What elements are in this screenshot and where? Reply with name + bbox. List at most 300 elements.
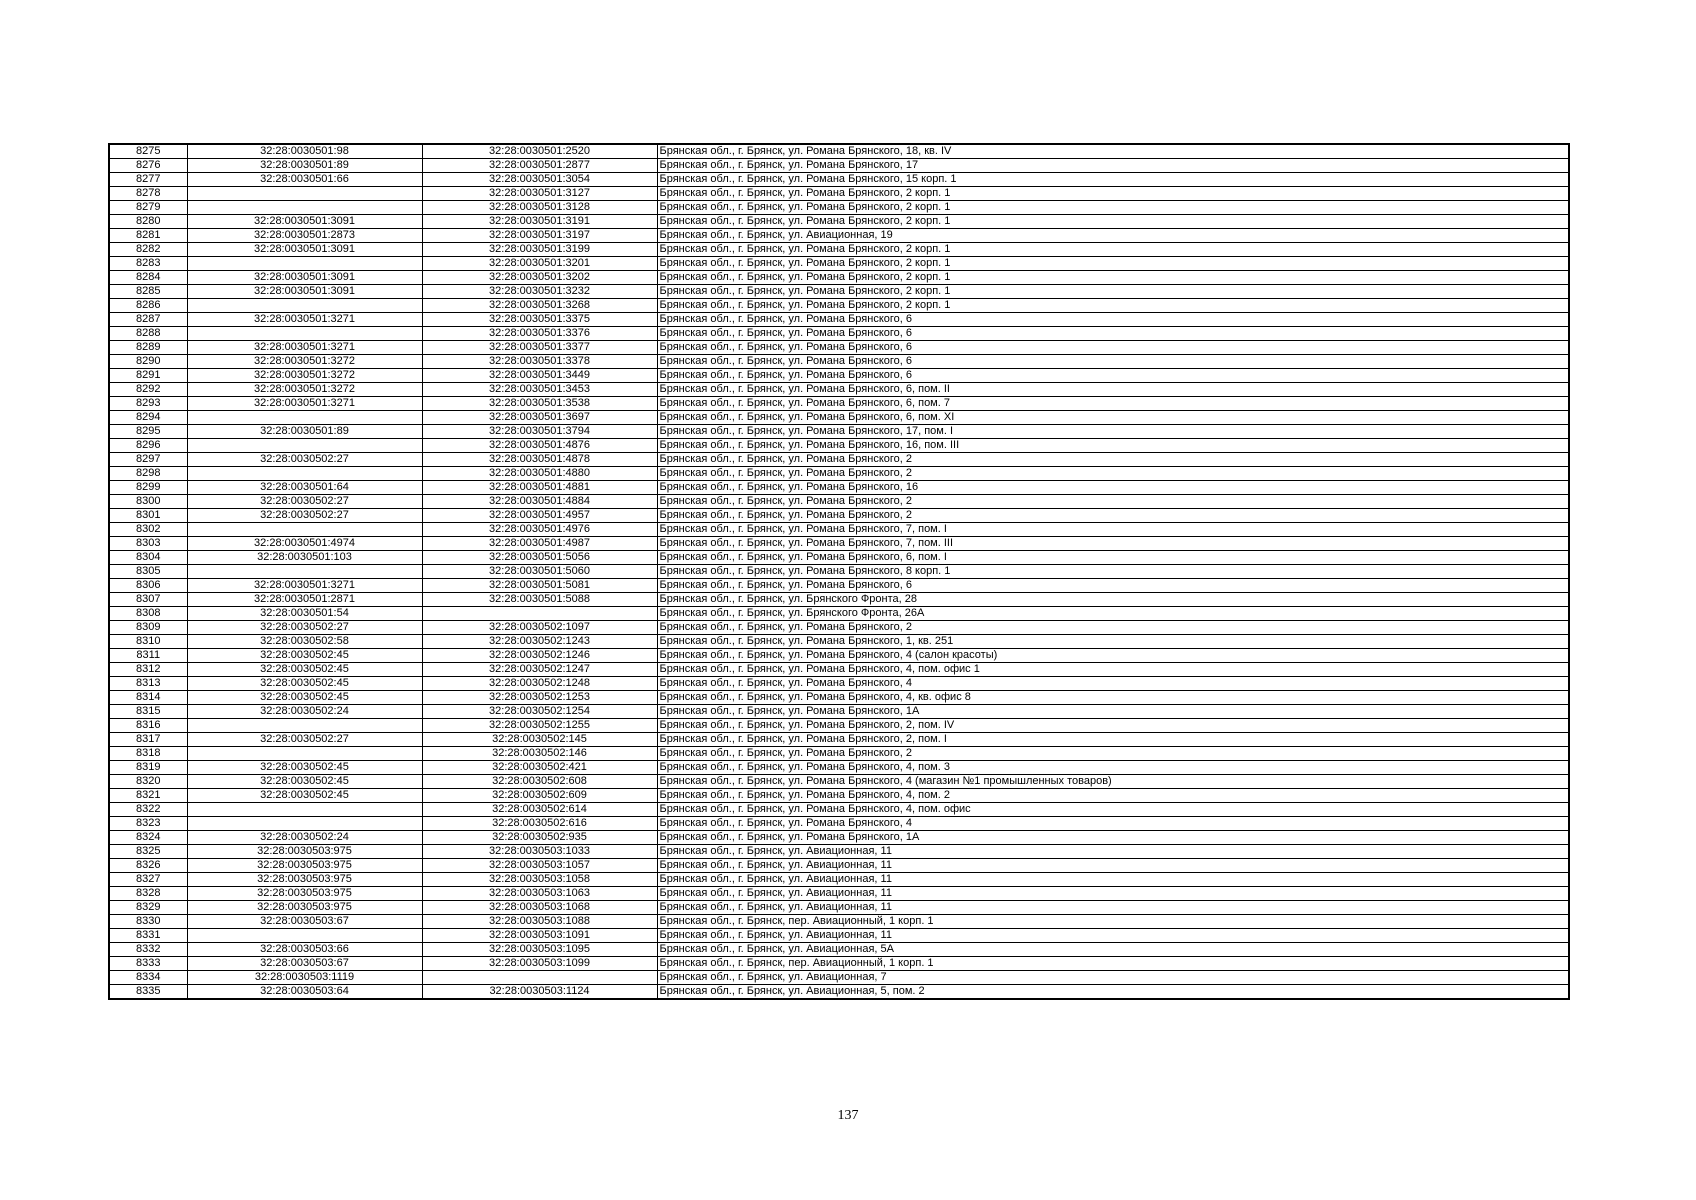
- table-row: [109, 719, 1569, 733]
- address-cell: Брянская обл., г. Брянск, ул. Романа Брянского, 4: [657, 817, 1569, 831]
- object-cadastral-number-cell: 32:28:0030503:1068: [422, 901, 657, 915]
- row-number-cell: 8294: [109, 411, 187, 425]
- land-cadastral-number-cell: 32:28:0030502:27: [187, 495, 422, 509]
- table-row: [109, 789, 1569, 803]
- address-cell: Брянская обл., г. Брянск, ул. Романа Брянского, 2 корп. 1: [657, 215, 1569, 229]
- address-cell: Брянская обл., г. Брянск, ул. Романа Брянского, 2 корп. 1: [657, 299, 1569, 313]
- table-row: [109, 915, 1569, 929]
- object-cadastral-number-cell: 32:28:0030501:4881: [422, 481, 657, 495]
- land-cadastral-number-cell: 32:28:0030501:3091: [187, 285, 422, 299]
- row-number-cell: 8278: [109, 187, 187, 201]
- row-number-cell: 8300: [109, 495, 187, 509]
- row-number-cell: 8330: [109, 915, 187, 929]
- table-row: [109, 144, 1569, 159]
- table-row: [109, 845, 1569, 859]
- object-cadastral-number-cell: 32:28:0030503:1095: [422, 943, 657, 957]
- object-cadastral-number-cell: 32:28:0030501:5056: [422, 551, 657, 565]
- address-cell: Брянская обл., г. Брянск, ул. Романа Брянского, 4 (салон красоты): [657, 649, 1569, 663]
- land-cadastral-number-cell: 32:28:0030501:4974: [187, 537, 422, 551]
- registry-table-body: [109, 144, 1569, 999]
- land-cadastral-number-cell: [187, 803, 422, 817]
- address-cell: Брянская обл., г. Брянск, ул. Авиационная, 11: [657, 873, 1569, 887]
- object-cadastral-number-cell: 32:28:0030503:1099: [422, 957, 657, 971]
- row-number-cell: 8325: [109, 845, 187, 859]
- land-cadastral-number-cell: [187, 467, 422, 481]
- address-cell: Брянская обл., г. Брянск, ул. Романа Брянского, 1А: [657, 831, 1569, 845]
- table-row: [109, 803, 1569, 817]
- row-number-cell: 8298: [109, 467, 187, 481]
- object-cadastral-number-cell: 32:28:0030501:3377: [422, 341, 657, 355]
- land-cadastral-number-cell: 32:28:0030503:67: [187, 915, 422, 929]
- row-number-cell: 8328: [109, 887, 187, 901]
- address-cell: Брянская обл., г. Брянск, ул. Романа Брянского, 16: [657, 481, 1569, 495]
- object-cadastral-number-cell: 32:28:0030501:5081: [422, 579, 657, 593]
- object-cadastral-number-cell: 32:28:0030503:1063: [422, 887, 657, 901]
- row-number-cell: 8322: [109, 803, 187, 817]
- land-cadastral-number-cell: [187, 257, 422, 271]
- address-cell: Брянская обл., г. Брянск, ул. Романа Брянского, 2, пом. I: [657, 733, 1569, 747]
- table-row: [109, 677, 1569, 691]
- address-cell: Брянская обл., г. Брянск, ул. Романа Брянского, 18, кв. IV: [657, 144, 1569, 159]
- land-cadastral-number-cell: 32:28:0030501:54: [187, 607, 422, 621]
- table-row: [109, 201, 1569, 215]
- address-cell: Брянская обл., г. Брянск, ул. Романа Брянского, 6: [657, 369, 1569, 383]
- object-cadastral-number-cell: 32:28:0030501:3128: [422, 201, 657, 215]
- table-row: [109, 523, 1569, 537]
- object-cadastral-number-cell: 32:28:0030501:2877: [422, 159, 657, 173]
- object-cadastral-number-cell: 32:28:0030501:3127: [422, 187, 657, 201]
- table-row: [109, 901, 1569, 915]
- address-cell: Брянская обл., г. Брянск, ул. Авиационная, 11: [657, 845, 1569, 859]
- table-row: [109, 663, 1569, 677]
- land-cadastral-number-cell: 32:28:0030501:3091: [187, 215, 422, 229]
- object-cadastral-number-cell: 32:28:0030501:4884: [422, 495, 657, 509]
- object-cadastral-number-cell: 32:28:0030502:608: [422, 775, 657, 789]
- land-cadastral-number-cell: 32:28:0030501:64: [187, 481, 422, 495]
- table-row: [109, 411, 1569, 425]
- address-cell: Брянская обл., г. Брянск, пер. Авиационный, 1 корп. 1: [657, 915, 1569, 929]
- address-cell: Брянская обл., г. Брянск, ул. Романа Брянского, 4, пом. офис 1: [657, 663, 1569, 677]
- land-cadastral-number-cell: [187, 719, 422, 733]
- object-cadastral-number-cell: 32:28:0030503:1058: [422, 873, 657, 887]
- row-number-cell: 8313: [109, 677, 187, 691]
- object-cadastral-number-cell: 32:28:0030503:1124: [422, 985, 657, 1000]
- object-cadastral-number-cell: 32:28:0030502:614: [422, 803, 657, 817]
- row-number-cell: 8319: [109, 761, 187, 775]
- row-number-cell: 8310: [109, 635, 187, 649]
- object-cadastral-number-cell: 32:28:0030501:3054: [422, 173, 657, 187]
- object-cadastral-number-cell: 32:28:0030502:146: [422, 747, 657, 761]
- row-number-cell: 8308: [109, 607, 187, 621]
- row-number-cell: 8275: [109, 144, 187, 159]
- land-cadastral-number-cell: [187, 817, 422, 831]
- object-cadastral-number-cell: 32:28:0030502:1254: [422, 705, 657, 719]
- land-cadastral-number-cell: [187, 327, 422, 341]
- table-row: [109, 943, 1569, 957]
- address-cell: Брянская обл., г. Брянск, пер. Авиационный, 1 корп. 1: [657, 957, 1569, 971]
- object-cadastral-number-cell: 32:28:0030503:1057: [422, 859, 657, 873]
- row-number-cell: 8279: [109, 201, 187, 215]
- table-row: [109, 775, 1569, 789]
- address-cell: Брянская обл., г. Брянск, ул. Авиационная, 7: [657, 971, 1569, 985]
- land-cadastral-number-cell: [187, 411, 422, 425]
- address-cell: Брянская обл., г. Брянск, ул. Авиационная, 19: [657, 229, 1569, 243]
- row-number-cell: 8307: [109, 593, 187, 607]
- row-number-cell: 8309: [109, 621, 187, 635]
- land-cadastral-number-cell: 32:28:0030502:45: [187, 691, 422, 705]
- table-row: [109, 873, 1569, 887]
- object-cadastral-number-cell: 32:28:0030501:3449: [422, 369, 657, 383]
- table-row: [109, 257, 1569, 271]
- table-row: [109, 397, 1569, 411]
- row-number-cell: 8331: [109, 929, 187, 943]
- table-row: [109, 467, 1569, 481]
- land-cadastral-number-cell: 32:28:0030501:3091: [187, 271, 422, 285]
- object-cadastral-number-cell: 32:28:0030501:3199: [422, 243, 657, 257]
- object-cadastral-number-cell: 32:28:0030502:1246: [422, 649, 657, 663]
- table-row: [109, 635, 1569, 649]
- object-cadastral-number-cell: 32:28:0030503:1033: [422, 845, 657, 859]
- table-row: [109, 187, 1569, 201]
- land-cadastral-number-cell: 32:28:0030501:2871: [187, 593, 422, 607]
- table-row: [109, 551, 1569, 565]
- address-cell: Брянская обл., г. Брянск, ул. Авиационная, 11: [657, 859, 1569, 873]
- land-cadastral-number-cell: 32:28:0030503:975: [187, 901, 422, 915]
- address-cell: Брянская обл., г. Брянск, ул. Романа Брянского, 6: [657, 313, 1569, 327]
- address-cell: Брянская обл., г. Брянск, ул. Романа Брянского, 2, пом. IV: [657, 719, 1569, 733]
- cadastral-registry-table: [108, 143, 1570, 1000]
- table-row: [109, 439, 1569, 453]
- object-cadastral-number-cell: 32:28:0030501:4976: [422, 523, 657, 537]
- land-cadastral-number-cell: 32:28:0030502:27: [187, 509, 422, 523]
- row-number-cell: 8306: [109, 579, 187, 593]
- land-cadastral-number-cell: [187, 299, 422, 313]
- land-cadastral-number-cell: 32:28:0030501:2873: [187, 229, 422, 243]
- row-number-cell: 8293: [109, 397, 187, 411]
- land-cadastral-number-cell: 32:28:0030501:3091: [187, 243, 422, 257]
- object-cadastral-number-cell: 32:28:0030501:3268: [422, 299, 657, 313]
- row-number-cell: 8323: [109, 817, 187, 831]
- object-cadastral-number-cell: 32:28:0030502:1097: [422, 621, 657, 635]
- land-cadastral-number-cell: 32:28:0030501:66: [187, 173, 422, 187]
- address-cell: Брянская обл., г. Брянск, ул. Романа Брянского, 16, пом. III: [657, 439, 1569, 453]
- row-number-cell: 8315: [109, 705, 187, 719]
- object-cadastral-number-cell: 32:28:0030502:1253: [422, 691, 657, 705]
- land-cadastral-number-cell: 32:28:0030501:103: [187, 551, 422, 565]
- row-number-cell: 8301: [109, 509, 187, 523]
- table-row: [109, 341, 1569, 355]
- land-cadastral-number-cell: 32:28:0030501:3272: [187, 369, 422, 383]
- address-cell: Брянская обл., г. Брянск, ул. Романа Брянского, 6: [657, 579, 1569, 593]
- address-cell: Брянская обл., г. Брянск, ул. Романа Брянского, 2: [657, 453, 1569, 467]
- land-cadastral-number-cell: 32:28:0030502:45: [187, 663, 422, 677]
- land-cadastral-number-cell: 32:28:0030502:58: [187, 635, 422, 649]
- address-cell: Брянская обл., г. Брянск, ул. Романа Брянского, 6, пом. XI: [657, 411, 1569, 425]
- table-row: [109, 859, 1569, 873]
- row-number-cell: 8302: [109, 523, 187, 537]
- table-row: [109, 607, 1569, 621]
- address-cell: Брянская обл., г. Брянск, ул. Романа Брянского, 6, пом. II: [657, 383, 1569, 397]
- table-row: [109, 425, 1569, 439]
- row-number-cell: 8333: [109, 957, 187, 971]
- row-number-cell: 8276: [109, 159, 187, 173]
- row-number-cell: 8321: [109, 789, 187, 803]
- table-row: [109, 313, 1569, 327]
- address-cell: Брянская обл., г. Брянск, ул. Романа Брянского, 2 корп. 1: [657, 271, 1569, 285]
- object-cadastral-number-cell: 32:28:0030502:1243: [422, 635, 657, 649]
- land-cadastral-number-cell: 32:28:0030503:975: [187, 873, 422, 887]
- table-row: [109, 299, 1569, 313]
- land-cadastral-number-cell: 32:28:0030503:64: [187, 985, 422, 1000]
- address-cell: Брянская обл., г. Брянск, ул. Романа Брянского, 6: [657, 341, 1569, 355]
- table-row: [109, 495, 1569, 509]
- object-cadastral-number-cell: 32:28:0030501:4987: [422, 537, 657, 551]
- table-row: [109, 705, 1569, 719]
- row-number-cell: 8327: [109, 873, 187, 887]
- address-cell: Брянская обл., г. Брянск, ул. Романа Брянского, 2 корп. 1: [657, 285, 1569, 299]
- land-cadastral-number-cell: 32:28:0030501:89: [187, 159, 422, 173]
- row-number-cell: 8281: [109, 229, 187, 243]
- address-cell: Брянская обл., г. Брянск, ул. Романа Брянского, 6: [657, 355, 1569, 369]
- object-cadastral-number-cell: 32:28:0030501:3378: [422, 355, 657, 369]
- object-cadastral-number-cell: 32:28:0030501:3538: [422, 397, 657, 411]
- row-number-cell: 8284: [109, 271, 187, 285]
- land-cadastral-number-cell: 32:28:0030503:66: [187, 943, 422, 957]
- land-cadastral-number-cell: 32:28:0030502:27: [187, 621, 422, 635]
- land-cadastral-number-cell: 32:28:0030501:3271: [187, 341, 422, 355]
- table-row: [109, 383, 1569, 397]
- address-cell: Брянская обл., г. Брянск, ул. Романа Брянского, 7, пом. III: [657, 537, 1569, 551]
- land-cadastral-number-cell: [187, 523, 422, 537]
- address-cell: Брянская обл., г. Брянск, ул. Романа Брянского, 4, пом. 3: [657, 761, 1569, 775]
- row-number-cell: 8314: [109, 691, 187, 705]
- table-row: [109, 271, 1569, 285]
- table-row: [109, 761, 1569, 775]
- table-row: [109, 173, 1569, 187]
- land-cadastral-number-cell: 32:28:0030503:67: [187, 957, 422, 971]
- table-row: [109, 621, 1569, 635]
- object-cadastral-number-cell: [422, 607, 657, 621]
- row-number-cell: 8288: [109, 327, 187, 341]
- table-row: [109, 481, 1569, 495]
- row-number-cell: 8291: [109, 369, 187, 383]
- table-row: [109, 243, 1569, 257]
- land-cadastral-number-cell: 32:28:0030502:45: [187, 789, 422, 803]
- object-cadastral-number-cell: 32:28:0030502:1247: [422, 663, 657, 677]
- object-cadastral-number-cell: 32:28:0030501:4957: [422, 509, 657, 523]
- land-cadastral-number-cell: 32:28:0030501:3272: [187, 383, 422, 397]
- row-number-cell: 8304: [109, 551, 187, 565]
- address-cell: Брянская обл., г. Брянск, ул. Романа Брянского, 2: [657, 467, 1569, 481]
- table-row: [109, 691, 1569, 705]
- row-number-cell: 8324: [109, 831, 187, 845]
- address-cell: Брянская обл., г. Брянск, ул. Романа Брянского, 8 корп. 1: [657, 565, 1569, 579]
- address-cell: Брянская обл., г. Брянск, ул. Романа Брянского, 2 корп. 1: [657, 201, 1569, 215]
- table-row: [109, 579, 1569, 593]
- land-cadastral-number-cell: 32:28:0030503:975: [187, 859, 422, 873]
- address-cell: Брянская обл., г. Брянск, ул. Романа Брянского, 17, пом. I: [657, 425, 1569, 439]
- land-cadastral-number-cell: [187, 187, 422, 201]
- object-cadastral-number-cell: 32:28:0030501:4878: [422, 453, 657, 467]
- row-number-cell: 8316: [109, 719, 187, 733]
- table-row: [109, 285, 1569, 299]
- table-row: [109, 509, 1569, 523]
- land-cadastral-number-cell: 32:28:0030503:1119: [187, 971, 422, 985]
- table-row: [109, 327, 1569, 341]
- object-cadastral-number-cell: 32:28:0030501:4876: [422, 439, 657, 453]
- table-row: [109, 159, 1569, 173]
- address-cell: Брянская обл., г. Брянск, ул. Авиационная, 5, пом. 2: [657, 985, 1569, 1000]
- row-number-cell: 8317: [109, 733, 187, 747]
- address-cell: Брянская обл., г. Брянск, ул. Романа Брянского, 6, пом. 7: [657, 397, 1569, 411]
- table-row: [109, 649, 1569, 663]
- object-cadastral-number-cell: 32:28:0030501:2520: [422, 144, 657, 159]
- land-cadastral-number-cell: [187, 565, 422, 579]
- address-cell: Брянская обл., г. Брянск, ул. Романа Брянского, 7, пом. I: [657, 523, 1569, 537]
- address-cell: Брянская обл., г. Брянск, ул. Романа Брянского, 6, пом. I: [657, 551, 1569, 565]
- object-cadastral-number-cell: 32:28:0030502:935: [422, 831, 657, 845]
- row-number-cell: 8286: [109, 299, 187, 313]
- object-cadastral-number-cell: 32:28:0030501:3201: [422, 257, 657, 271]
- table-row: [109, 929, 1569, 943]
- land-cadastral-number-cell: 32:28:0030503:975: [187, 845, 422, 859]
- address-cell: Брянская обл., г. Брянск, ул. Романа Брянского, 2: [657, 747, 1569, 761]
- land-cadastral-number-cell: 32:28:0030501:98: [187, 144, 422, 159]
- row-number-cell: 8295: [109, 425, 187, 439]
- table-row: [109, 215, 1569, 229]
- row-number-cell: 8290: [109, 355, 187, 369]
- address-cell: Брянская обл., г. Брянск, ул. Романа Брянского, 4, кв. офис 8: [657, 691, 1569, 705]
- object-cadastral-number-cell: 32:28:0030503:1091: [422, 929, 657, 943]
- address-cell: Брянская обл., г. Брянск, ул. Романа Брянского, 15 корп. 1: [657, 173, 1569, 187]
- address-cell: Брянская обл., г. Брянск, ул. Романа Брянского, 2: [657, 621, 1569, 635]
- object-cadastral-number-cell: 32:28:0030502:421: [422, 761, 657, 775]
- address-cell: Брянская обл., г. Брянск, ул. Романа Брянского, 1А: [657, 705, 1569, 719]
- address-cell: Брянская обл., г. Брянск, ул. Романа Брянского, 2: [657, 495, 1569, 509]
- land-cadastral-number-cell: 32:28:0030502:24: [187, 831, 422, 845]
- row-number-cell: 8303: [109, 537, 187, 551]
- table-row: [109, 369, 1569, 383]
- object-cadastral-number-cell: 32:28:0030501:3794: [422, 425, 657, 439]
- row-number-cell: 8335: [109, 985, 187, 1000]
- object-cadastral-number-cell: 32:28:0030502:616: [422, 817, 657, 831]
- object-cadastral-number-cell: 32:28:0030501:3375: [422, 313, 657, 327]
- row-number-cell: 8283: [109, 257, 187, 271]
- table-row: [109, 229, 1569, 243]
- land-cadastral-number-cell: 32:28:0030502:27: [187, 453, 422, 467]
- row-number-cell: 8285: [109, 285, 187, 299]
- row-number-cell: 8299: [109, 481, 187, 495]
- row-number-cell: 8311: [109, 649, 187, 663]
- object-cadastral-number-cell: 32:28:0030502:1255: [422, 719, 657, 733]
- land-cadastral-number-cell: 32:28:0030501:3272: [187, 355, 422, 369]
- land-cadastral-number-cell: 32:28:0030502:45: [187, 775, 422, 789]
- row-number-cell: 8282: [109, 243, 187, 257]
- land-cadastral-number-cell: 32:28:0030501:3271: [187, 313, 422, 327]
- table-row: [109, 355, 1569, 369]
- object-cadastral-number-cell: 32:28:0030501:3202: [422, 271, 657, 285]
- object-cadastral-number-cell: 32:28:0030501:3697: [422, 411, 657, 425]
- table-row: [109, 593, 1569, 607]
- address-cell: Брянская обл., г. Брянск, ул. Романа Брянского, 2: [657, 509, 1569, 523]
- address-cell: Брянская обл., г. Брянск, ул. Брянского Фронта, 26А: [657, 607, 1569, 621]
- land-cadastral-number-cell: 32:28:0030502:24: [187, 705, 422, 719]
- land-cadastral-number-cell: 32:28:0030501:89: [187, 425, 422, 439]
- address-cell: Брянская обл., г. Брянск, ул. Романа Брянского, 6: [657, 327, 1569, 341]
- table-row: [109, 747, 1569, 761]
- row-number-cell: 8297: [109, 453, 187, 467]
- address-cell: Брянская обл., г. Брянск, ул. Романа Брянского, 4: [657, 677, 1569, 691]
- row-number-cell: 8277: [109, 173, 187, 187]
- address-cell: Брянская обл., г. Брянск, ул. Авиационная, 11: [657, 901, 1569, 915]
- address-cell: Брянская обл., г. Брянск, ул. Романа Брянского, 17: [657, 159, 1569, 173]
- object-cadastral-number-cell: 32:28:0030503:1088: [422, 915, 657, 929]
- address-cell: Брянская обл., г. Брянск, ул. Романа Брянского, 2 корп. 1: [657, 187, 1569, 201]
- row-number-cell: 8292: [109, 383, 187, 397]
- address-cell: Брянская обл., г. Брянск, ул. Авиационная, 11: [657, 929, 1569, 943]
- page-number: 137: [837, 1108, 859, 1123]
- land-cadastral-number-cell: [187, 747, 422, 761]
- address-cell: Брянская обл., г. Брянск, ул. Романа Брянского, 4 (магазин №1 промышленных товаров): [657, 775, 1569, 789]
- object-cadastral-number-cell: 32:28:0030501:4880: [422, 467, 657, 481]
- row-number-cell: 8289: [109, 341, 187, 355]
- row-number-cell: 8296: [109, 439, 187, 453]
- table-row: [109, 453, 1569, 467]
- object-cadastral-number-cell: 32:28:0030502:1248: [422, 677, 657, 691]
- object-cadastral-number-cell: 32:28:0030501:5060: [422, 565, 657, 579]
- table-row: [109, 537, 1569, 551]
- land-cadastral-number-cell: 32:28:0030502:45: [187, 677, 422, 691]
- address-cell: Брянская обл., г. Брянск, ул. Романа Брянского, 1, кв. 251: [657, 635, 1569, 649]
- land-cadastral-number-cell: [187, 929, 422, 943]
- object-cadastral-number-cell: 32:28:0030501:3376: [422, 327, 657, 341]
- row-number-cell: 8329: [109, 901, 187, 915]
- address-cell: Брянская обл., г. Брянск, ул. Авиационная, 11: [657, 887, 1569, 901]
- table-row: [109, 817, 1569, 831]
- object-cadastral-number-cell: 32:28:0030502:145: [422, 733, 657, 747]
- object-cadastral-number-cell: 32:28:0030501:3453: [422, 383, 657, 397]
- table-row: [109, 887, 1569, 901]
- land-cadastral-number-cell: 32:28:0030502:45: [187, 761, 422, 775]
- row-number-cell: 8287: [109, 313, 187, 327]
- land-cadastral-number-cell: 32:28:0030501:3271: [187, 397, 422, 411]
- object-cadastral-number-cell: 32:28:0030501:3232: [422, 285, 657, 299]
- land-cadastral-number-cell: 32:28:0030501:3271: [187, 579, 422, 593]
- row-number-cell: 8280: [109, 215, 187, 229]
- object-cadastral-number-cell: 32:28:0030501:5088: [422, 593, 657, 607]
- object-cadastral-number-cell: 32:28:0030502:609: [422, 789, 657, 803]
- address-cell: Брянская обл., г. Брянск, ул. Романа Брянского, 2 корп. 1: [657, 243, 1569, 257]
- address-cell: Брянская обл., г. Брянск, ул. Брянского Фронта, 28: [657, 593, 1569, 607]
- address-cell: Брянская обл., г. Брянск, ул. Романа Брянского, 2 корп. 1: [657, 257, 1569, 271]
- table-row: [109, 985, 1569, 1000]
- land-cadastral-number-cell: 32:28:0030502:45: [187, 649, 422, 663]
- address-cell: Брянская обл., г. Брянск, ул. Авиационная, 5А: [657, 943, 1569, 957]
- row-number-cell: 8334: [109, 971, 187, 985]
- row-number-cell: 8320: [109, 775, 187, 789]
- row-number-cell: 8332: [109, 943, 187, 957]
- row-number-cell: 8326: [109, 859, 187, 873]
- address-cell: Брянская обл., г. Брянск, ул. Романа Брянского, 4, пом. офис: [657, 803, 1569, 817]
- row-number-cell: 8318: [109, 747, 187, 761]
- table-row: [109, 733, 1569, 747]
- object-cadastral-number-cell: 32:28:0030501:3191: [422, 215, 657, 229]
- table-row: [109, 957, 1569, 971]
- land-cadastral-number-cell: [187, 201, 422, 215]
- table-row: [109, 565, 1569, 579]
- land-cadastral-number-cell: 32:28:0030503:975: [187, 887, 422, 901]
- table-row: [109, 971, 1569, 985]
